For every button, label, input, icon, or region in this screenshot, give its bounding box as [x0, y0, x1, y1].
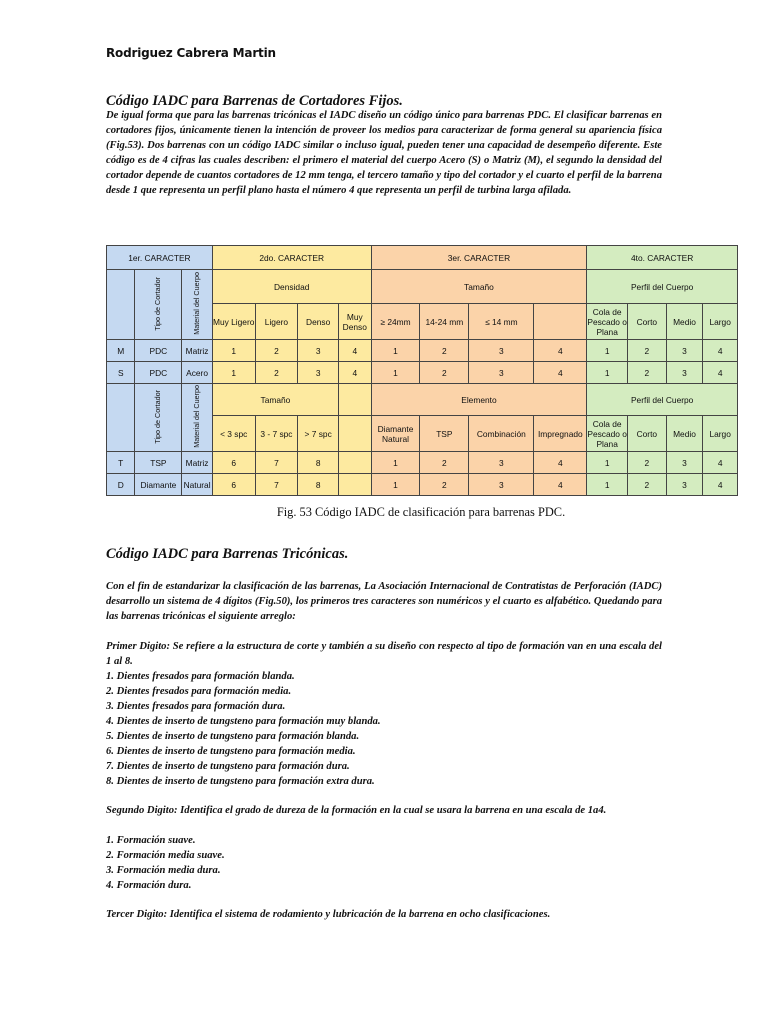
- cell: 2: [420, 474, 469, 496]
- caracter-4-header: 4to. CARACTER: [587, 246, 738, 270]
- cell: 1: [587, 362, 628, 384]
- list-item: 2. Dientes fresados para formación media.: [106, 686, 292, 697]
- blank-cell: [339, 452, 372, 474]
- row-tipo: PDC: [135, 362, 182, 384]
- paragraph-text: Primer Digito: Se refiere a la estructura de corte y también a su diseño con respecto al tipo de formación van en una escala del 1 al 8.: [106, 641, 662, 667]
- paragraph-tricone-intro: [106, 579, 662, 624]
- cell: 3: [298, 340, 339, 362]
- list-item: 5. Dientes de inserto de tungsteno para formación blanda.: [106, 731, 360, 742]
- row-code: T: [107, 452, 135, 474]
- tamano-option: < 3 spc: [212, 416, 255, 452]
- row-code: S: [107, 362, 135, 384]
- list-item: 2. Formación media suave.: [106, 850, 225, 861]
- cell: 4: [534, 474, 587, 496]
- cell: 3: [469, 452, 534, 474]
- material-cuerpo-header: Material del Cuerpo: [182, 384, 213, 452]
- paragraph-text: Tercer Digito: Identifica el sistema de rodamiento y lubricación de la barrena en ocho clasificaciones.: [106, 909, 551, 920]
- elemento-option: Combinación: [469, 416, 534, 452]
- cell: 3: [666, 340, 703, 362]
- section-title-fixed-cutter: Código IADC para Barrenas de Cortadores Fijos.: [106, 93, 403, 109]
- table-row: [107, 362, 738, 384]
- segundo-digito-list: [106, 833, 662, 893]
- section-title-tricone: Código IADC para Barrenas Tricónicas.: [106, 546, 349, 562]
- paragraph-primer-digito: [106, 639, 662, 669]
- elemento-option: Diamante Natural: [371, 416, 420, 452]
- cell: 1: [587, 474, 628, 496]
- tamano-option: 3 - 7 spc: [255, 416, 298, 452]
- row-tipo: PDC: [135, 340, 182, 362]
- list-item: 4. Dientes de inserto de tungsteno para formación muy blanda.: [106, 716, 381, 727]
- cell: 3: [469, 474, 534, 496]
- list-item: 6. Dientes de inserto de tungsteno para formación media.: [106, 746, 356, 757]
- paragraph-fixed-cutter: [106, 108, 662, 198]
- cell: 4: [703, 340, 738, 362]
- blank-cell: [339, 474, 372, 496]
- cell: 4: [339, 340, 372, 362]
- perfil-option: Medio: [666, 304, 703, 340]
- cell: 2: [628, 340, 667, 362]
- figure-caption: Fig. 53 Código IADC de clasificación para barrenas PDC.: [276, 505, 566, 519]
- cell: 8: [298, 452, 339, 474]
- perfil-option: Corto: [628, 304, 667, 340]
- perfil-header-2: Perfil del Cuerpo: [587, 384, 738, 416]
- table-row: [107, 340, 738, 362]
- densidad-option: Ligero: [255, 304, 298, 340]
- blank-cell: [107, 384, 135, 452]
- cell: 3: [298, 362, 339, 384]
- cell: 4: [534, 340, 587, 362]
- row-tipo: TSP: [135, 452, 182, 474]
- elemento-option: Impregnado: [534, 416, 587, 452]
- paragraph-text: Segundo Digito: Identifica el grado de dureza de la formación en la cual se usara la barrena en una escala de 1a4.: [106, 805, 607, 816]
- tamano-option: [534, 304, 587, 340]
- cell: 1: [587, 340, 628, 362]
- cell: 6: [212, 474, 255, 496]
- cell: 4: [703, 452, 738, 474]
- cell: 1: [587, 452, 628, 474]
- blank-cell: [107, 270, 135, 340]
- cell: 2: [255, 362, 298, 384]
- cell: 2: [628, 474, 667, 496]
- author-name: Rodriguez Cabrera Martin: [106, 46, 276, 60]
- cell: 7: [255, 474, 298, 496]
- cell: 2: [255, 340, 298, 362]
- paragraph-text: De igual forma que para las barrenas tricónicas el IADC diseño un código único para barrenas PDC. El clasificar barrenas en cortadores fijos, únicamente tienen la intención de proveer los medios para caracterizar de forma general su apariencia física (Fig.53). Dos barrenas con un código IADC similar o incluso igual, pueden tener una capacidad de desempeño diferente. Este código es de 4 cifras las cuales describen: el primero el material del cuerpo Acero (S) o Matriz (M), el segundo la densidad del cortador depende de cuantos cortadores de 12 mm tenga, el tercero tamaño y tipo del cortador y el cuarto el perfil de la barrena desde 1 que representa un perfil plano hasta el número 4 que representa un perfil de turbina larga afilada.: [106, 110, 662, 196]
- densidad-header: Densidad: [212, 270, 371, 304]
- paragraph-tercer-digito: [106, 907, 662, 922]
- tipo-cortador-header: Tipo de Cortador: [135, 270, 182, 340]
- tamano-header: Tamaño: [371, 270, 587, 304]
- cell: 3: [469, 362, 534, 384]
- cell: 3: [469, 340, 534, 362]
- cell: 3: [666, 362, 703, 384]
- perfil-option: Corto: [628, 416, 667, 452]
- iadc-pdc-table: [106, 245, 738, 496]
- paragraph-segundo-digito: [106, 803, 662, 818]
- cell: 1: [212, 340, 255, 362]
- caracter-3-header: 3er. CARACTER: [371, 246, 587, 270]
- list-item: 1. Formación suave.: [106, 835, 196, 846]
- blank-cell: [339, 384, 372, 416]
- cell: 4: [703, 474, 738, 496]
- row-code: D: [107, 474, 135, 496]
- row-tipo: Diamante: [135, 474, 182, 496]
- list-item: 3. Dientes fresados para formación dura.: [106, 701, 286, 712]
- perfil-header: Perfil del Cuerpo: [587, 270, 738, 304]
- row-material: Acero: [182, 362, 213, 384]
- cell: 7: [255, 452, 298, 474]
- cell: 2: [420, 340, 469, 362]
- caracter-1-header: 1er. CARACTER: [107, 246, 213, 270]
- caracter-2-header: 2do. CARACTER: [212, 246, 371, 270]
- tamano-option: > 7 spc: [298, 416, 339, 452]
- table-row: [107, 452, 738, 474]
- tamano-option: 14-24 mm: [420, 304, 469, 340]
- tipo-cortador-header: Tipo de Cortador: [135, 384, 182, 452]
- cell: 8: [298, 474, 339, 496]
- cell: 1: [212, 362, 255, 384]
- row-material: Matriz: [182, 452, 213, 474]
- list-item: 8. Dientes de inserto de tungsteno para formación extra dura.: [106, 776, 375, 787]
- cell: 1: [371, 362, 420, 384]
- perfil-option: Cola de Pescado o Plana: [587, 416, 628, 452]
- table-row: [107, 474, 738, 496]
- row-material: Natural: [182, 474, 213, 496]
- cell: 6: [212, 452, 255, 474]
- cell: 1: [371, 474, 420, 496]
- cell: 4: [339, 362, 372, 384]
- cell: 4: [534, 362, 587, 384]
- cell: 2: [628, 362, 667, 384]
- tamano-option: ≥ 24mm: [371, 304, 420, 340]
- perfil-option: Cola de Pescado o Plana: [587, 304, 628, 340]
- densidad-option: Denso: [298, 304, 339, 340]
- primer-digito-list: [106, 669, 662, 789]
- list-item: 1. Dientes fresados para formación blanda.: [106, 671, 295, 682]
- perfil-option: Medio: [666, 416, 703, 452]
- cell: 3: [666, 452, 703, 474]
- cell: 4: [703, 362, 738, 384]
- cell: 4: [534, 452, 587, 474]
- perfil-option: Largo: [703, 304, 738, 340]
- cell: 2: [628, 452, 667, 474]
- row-code: M: [107, 340, 135, 362]
- densidad-option: Muy Ligero: [212, 304, 255, 340]
- cell: 2: [420, 362, 469, 384]
- material-cuerpo-header: Material del Cuerpo: [182, 270, 213, 340]
- cell: 1: [371, 452, 420, 474]
- list-item: 3. Formación media dura.: [106, 865, 221, 876]
- list-item: 4. Formación dura.: [106, 880, 192, 891]
- cell: 3: [666, 474, 703, 496]
- tamano-header-2: Tamaño: [212, 384, 338, 416]
- tamano-option: ≤ 14 mm: [469, 304, 534, 340]
- paragraph-text: Con el fin de estandarizar la clasificación de las barrenas, La Asociación Internacional de Contratistas de Perforación (IADC) desarrollo un sistema de 4 dígitos (Fig.50), los primeros tres caracteres son numéricos y el cuarto es alfabético. Quedando para las barrenas tricónicas el siguiente arreglo:: [106, 581, 662, 622]
- elemento-header: Elemento: [371, 384, 587, 416]
- cell: 2: [420, 452, 469, 474]
- cell: 1: [371, 340, 420, 362]
- list-item: 7. Dientes de inserto de tungsteno para formación dura.: [106, 761, 350, 772]
- perfil-option: Largo: [703, 416, 738, 452]
- elemento-option: TSP: [420, 416, 469, 452]
- row-material: Matriz: [182, 340, 213, 362]
- densidad-option: Muy Denso: [339, 304, 372, 340]
- blank-cell: [339, 416, 372, 452]
